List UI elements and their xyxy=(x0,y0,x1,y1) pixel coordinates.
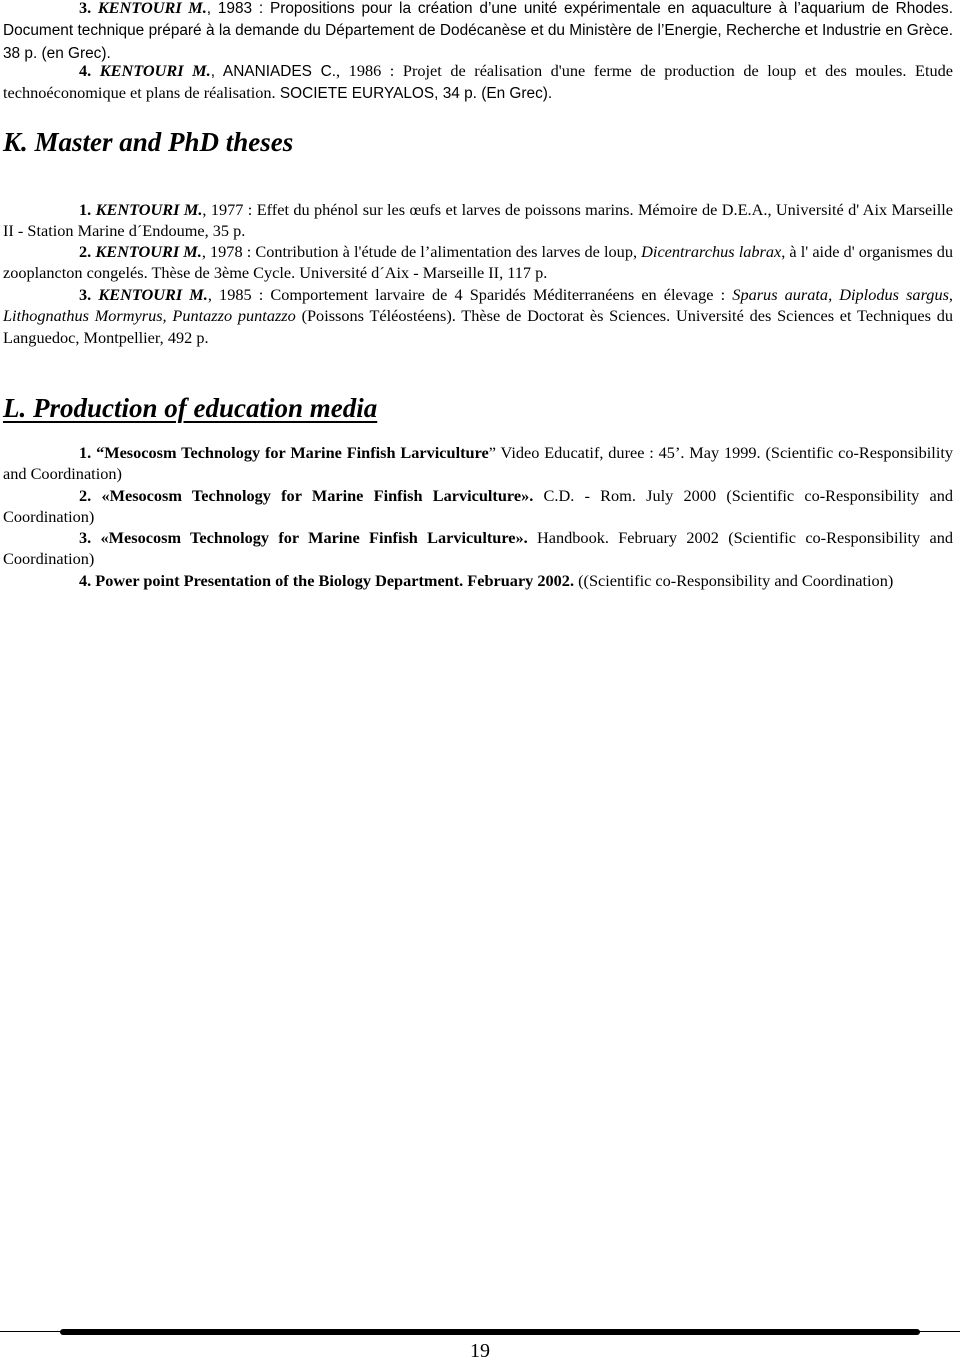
media-entry-1 xyxy=(3,442,953,485)
thesis-entry-2 xyxy=(3,241,953,284)
tech-report-entry-4 xyxy=(3,60,953,105)
entry-text: , 1983 : Propositions pour la création d’une unité expérimentale en aquaculture à l’aquarium de Rhodes. Document technique préparé à la demande du Département de Dodécanèse et du Ministère de l’Energie, Recherche et Industrie en Grèce. 38 p. (en Grec). xyxy=(3,0,953,62)
entry-text: , 1985 : Comportement larvaire de 4 Sparidés Méditerranéens en élevage : xyxy=(207,285,733,304)
media-title: «Mesocosm Technology for Marine Finfish Larviculture». xyxy=(91,528,528,547)
entry-text: , 1978 : Contribution à l'étude de l’alimentation des larves de loup, xyxy=(201,242,642,261)
entry-author: KENTOURI M. xyxy=(95,200,203,219)
section-heading-l: L. Production of education media xyxy=(3,393,378,423)
entry-author: KENTOURI M. xyxy=(98,285,208,304)
entry-text: , 1986 : Projet de réalisation d'une ferme de production de loup et des moules. Etude technoéconomique et plans de réalisation. xyxy=(3,61,953,103)
entry-text: ((Scientific co-Responsibility and Coordination) xyxy=(574,571,894,590)
thesis-entry-3 xyxy=(3,284,953,348)
thesis-entry-1 xyxy=(3,199,953,242)
entry-author: KENTOURI M. xyxy=(99,61,211,80)
entry-author: KENTOURI M. xyxy=(95,242,202,261)
entry-text: C.D. - Rom. July 2000 (Scientific co-Responsibility and Coordination) xyxy=(3,486,953,527)
page-number: 19 xyxy=(470,1340,490,1362)
media-title: «Mesocosm Technology for Marine Finfish Larviculture». xyxy=(91,486,534,505)
media-title: Power point Presentation of the Biology Department. February 2002. xyxy=(91,571,575,590)
entry-separator: , xyxy=(948,285,953,304)
entry-text-continued: , à l' aide d' organismes du zooplancton congelés. Thèse de 3ème Cycle. Université d´Aix - Marseille II, 117 p. xyxy=(3,242,953,283)
entry-text: , 1977 : Effet du phénol sur les œufs et larves de poissons marins. Mémoire de D.E.A., Université d' Aix Marseille II - Station Marine d´Endoume, 35 p. xyxy=(3,200,953,241)
entry-number: 2. xyxy=(79,242,92,261)
species-names: Sparus aurata, Diplodus sargus xyxy=(732,285,949,304)
footer-rule xyxy=(0,1329,960,1337)
species-names-continued: Lithognathus Mormyrus, Puntazzo puntazzo xyxy=(3,306,296,326)
entry-number: 4. xyxy=(79,61,92,80)
entry-number: 3. xyxy=(79,285,92,304)
entry-text: ” Video Educatif, duree : 45’. May 1999. (Scientific co-Responsibility and Coordination) xyxy=(3,443,954,484)
entry-number: 3. xyxy=(79,0,92,17)
entry-text: Handbook. February 2002 (Scientific co-Responsibility and Coordination) xyxy=(3,528,953,569)
entry-number: 1. xyxy=(79,200,92,219)
entry-author: KENTOURI M. xyxy=(97,0,207,17)
tech-report-entry-3 xyxy=(3,0,953,64)
entry-number: 3. xyxy=(79,528,92,547)
entry-text-continued: (Poissons Téléostéens). Thèse de Doctorat ès Sciences. Université des Sciences et Techniques du Languedoc, Montpellier, 492 p. xyxy=(3,306,953,347)
media-entry-3 xyxy=(3,527,953,570)
entry-coauthor: , ANANIADES C. xyxy=(210,63,337,80)
entry-text-continued: SOCIETE EURYALOS, 34 p. (En Grec). xyxy=(275,85,553,103)
media-title: “Mesocosm Technology for Marine Finfish Larviculture xyxy=(91,443,489,462)
species-name: Dicentrarchus labrax xyxy=(641,242,782,261)
entry-number: 1. xyxy=(79,443,92,462)
entry-number: 2. xyxy=(79,486,92,505)
section-heading-k: K. Master and PhD theses xyxy=(3,127,294,157)
media-entry-2 xyxy=(3,485,953,528)
entry-number: 4. xyxy=(79,571,92,590)
media-entry-4 xyxy=(3,570,953,591)
footer-rule-thick-line xyxy=(60,1329,920,1335)
